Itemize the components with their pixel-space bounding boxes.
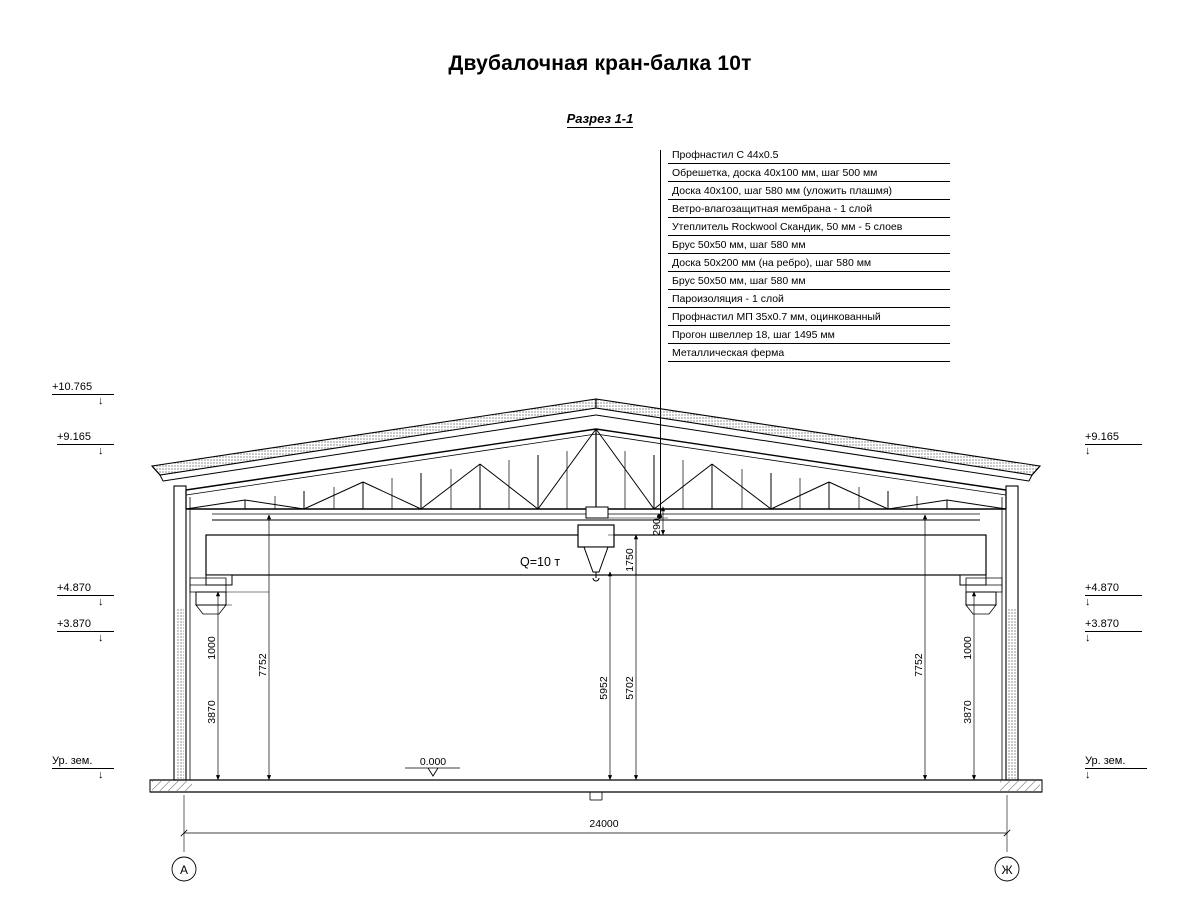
page-title: Двубалочная кран-балка 10т: [448, 52, 752, 75]
level-mark-right: Ур. зем. ↓: [1085, 755, 1147, 769]
crane-end-carriage-left: [206, 575, 232, 585]
level-mark-right: +4.870 ↓: [1085, 582, 1142, 596]
callout-row: Утеплитель Rockwool Скандик, 50 мм - 5 слоев: [668, 218, 950, 236]
dim-vert: 5702: [624, 676, 636, 700]
section-label-text: Разрез 1-1: [566, 111, 634, 126]
roof-panel-left: [152, 399, 596, 475]
axis-label-zh: Ж: [1001, 863, 1013, 877]
crane-corbel-right: [966, 592, 996, 605]
dim-vert: 1000: [206, 636, 218, 660]
crane-trolley: [578, 525, 614, 547]
callout-row: Прогон швеллер 18, шаг 1495 мм: [668, 326, 950, 344]
level-mark-left: Ур. зем. ↓: [52, 755, 114, 769]
callout-row: Профнастил МП 35х0.7 мм, оцинкованный: [668, 308, 950, 326]
level-mark-left: +4.870 ↓: [57, 582, 114, 596]
level-mark-right: +9.165 ↓: [1085, 431, 1142, 445]
callout-row: Ветро-влагозащитная мембрана - 1 слой: [668, 200, 950, 218]
dim-vert: 7752: [913, 653, 925, 677]
crane-load-label: Q=10 т: [520, 555, 561, 569]
roof-panel-right: [596, 399, 1040, 475]
wall-right-fill: [1008, 608, 1016, 780]
crane-bridge: [190, 507, 1002, 614]
callout-row: Брус 50х50 мм, шаг 580 мм: [668, 236, 950, 254]
callout-row: Профнастил С 44х0.5: [668, 146, 950, 164]
callout-row: Брус 50х50 мм, шаг 580 мм: [668, 272, 950, 290]
dim-vert: 7752: [257, 653, 269, 677]
crane-rail-support: [586, 507, 608, 518]
dim-vert: 3870: [962, 700, 974, 724]
roof-inner-line-right: [596, 415, 1029, 481]
level-mark-left: +3.870 ↓: [57, 618, 114, 632]
level-mark-right: +3.870 ↓: [1085, 618, 1142, 632]
dim-vert: 1000: [962, 636, 974, 660]
callout-row: Металлическая ферма: [668, 344, 950, 362]
callout-row: Обрешетка, доска 40х100 мм, шаг 500 мм: [668, 164, 950, 182]
crane-end-carriage-right: [960, 575, 986, 585]
wall-left-fill: [176, 608, 184, 780]
roof-inner-line-left: [163, 415, 596, 481]
callout-row: Доска 40х100, шаг 580 мм (уложить плашмя): [668, 182, 950, 200]
dim-vert: 3870: [206, 700, 218, 724]
dim-zero-level: 0.000: [419, 756, 447, 768]
dim-overall-width: 24000: [589, 818, 619, 830]
foundation-slab: [150, 780, 1042, 792]
dim-vert: 5952: [598, 676, 610, 700]
axis-label-a: А: [179, 863, 189, 877]
steel-truss: [186, 429, 1006, 514]
dim-vert: 1750: [624, 548, 636, 572]
level-mark-left: +9.165 ↓: [57, 431, 114, 445]
callout-row: Пароизоляция - 1 слой: [668, 290, 950, 308]
dim-vert: 290: [651, 518, 663, 536]
crane-corbel-left: [196, 592, 226, 605]
callout-row: Доска 50х200 мм (на ребро), шаг 580 мм: [668, 254, 950, 272]
level-mark-left: +10.765 ↓: [52, 381, 114, 395]
